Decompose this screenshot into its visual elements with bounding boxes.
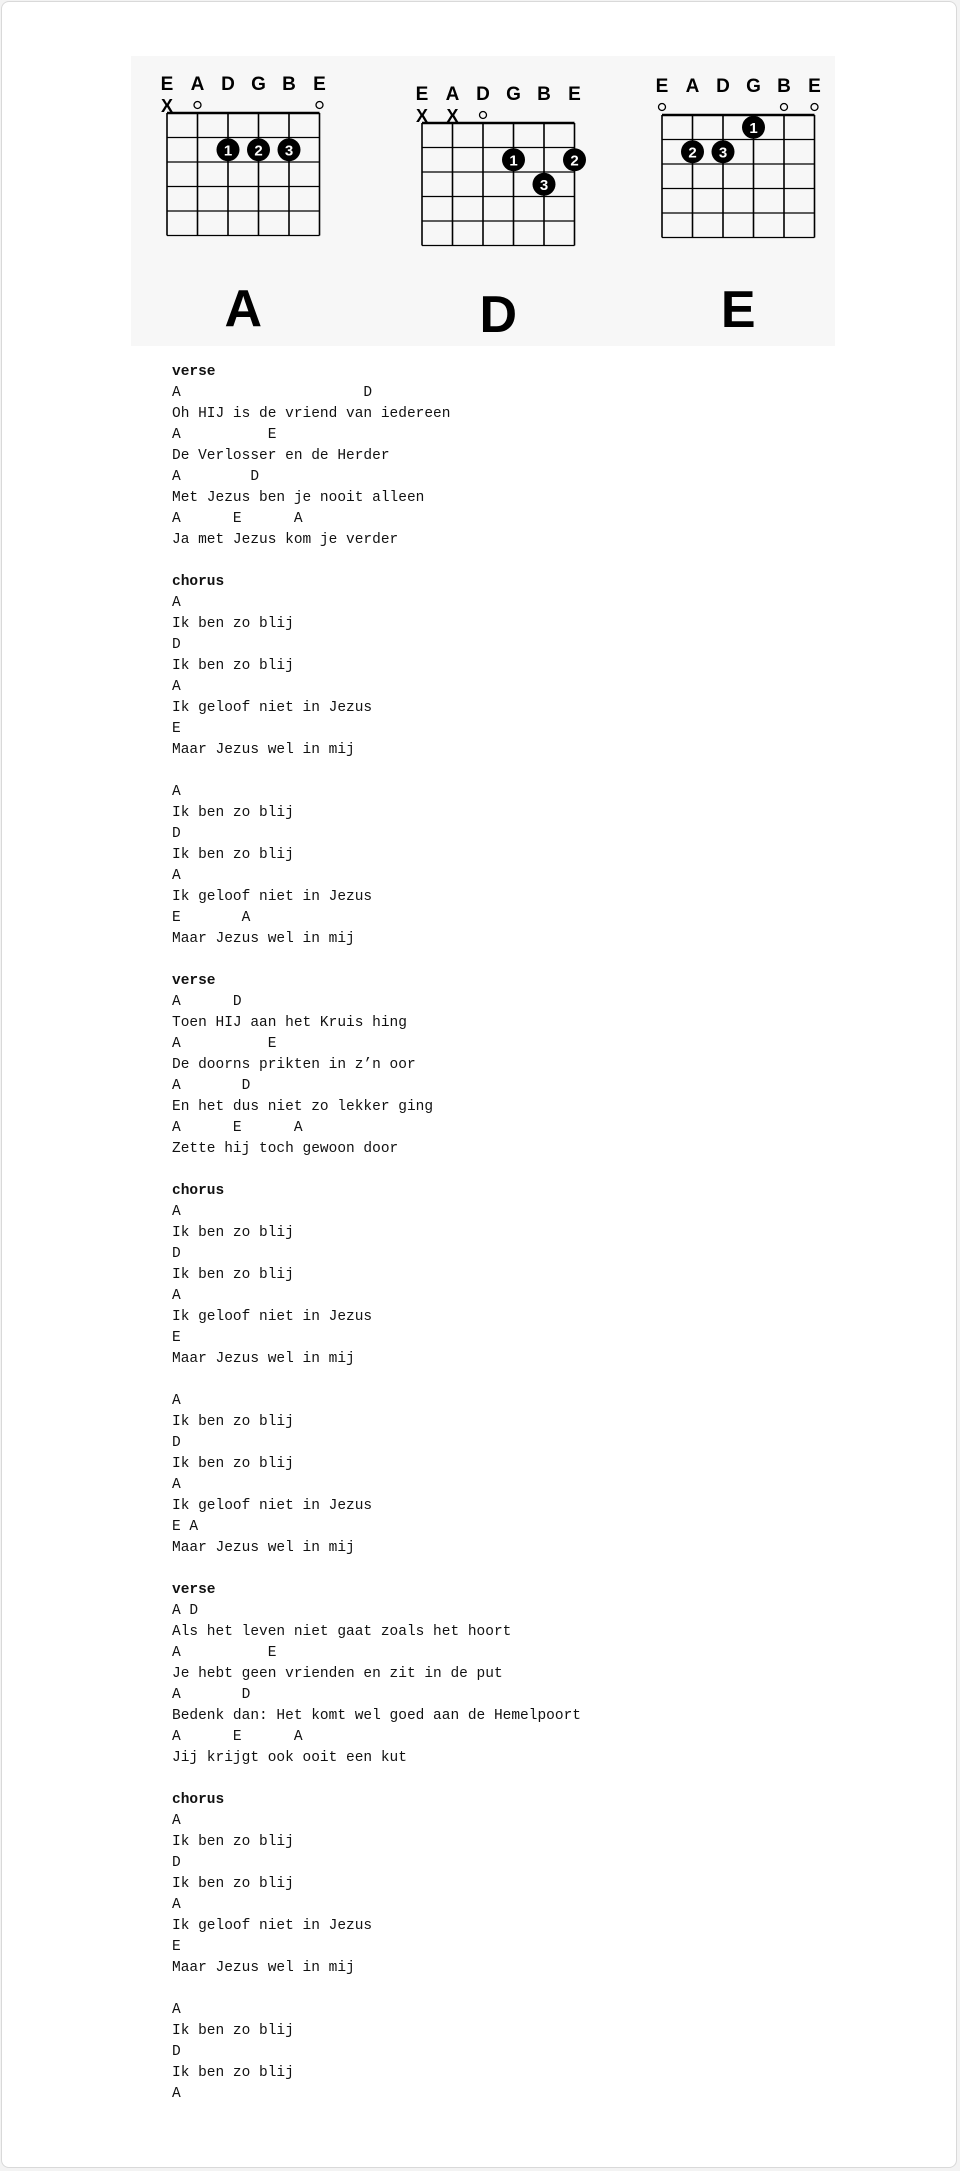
finger-number: 1 [509, 152, 518, 170]
chord-line: A [172, 1288, 181, 1304]
lyric-line: En het dus niet zo lekker ging [172, 1099, 434, 1115]
blank-line [172, 1769, 872, 1790]
lyric-line: Ik geloof niet in Jezus [172, 1918, 373, 1934]
string-name-0: E [160, 74, 174, 95]
open-string-marker [781, 104, 788, 111]
blank-line [172, 761, 872, 782]
chord-line: A [172, 1897, 181, 1913]
chord-line: A [172, 2086, 181, 2102]
chord-line: A D [172, 385, 373, 401]
chord-line: E [172, 721, 181, 737]
string-name-3: G [251, 74, 266, 95]
string-name-0: E [415, 84, 429, 105]
lyric-line: Bedenk dan: Het komt wel goed aan de Hemelpoort [172, 1708, 581, 1724]
lyric-line: Ik ben zo blij [172, 805, 294, 821]
chord-line: A [172, 1477, 181, 1493]
chord-line: A E A [172, 1729, 303, 1745]
chord-line: D [172, 1855, 181, 1871]
open-string-marker [194, 102, 201, 109]
open-string-marker [811, 104, 818, 111]
chord-line: A [172, 2002, 181, 2018]
string-name-2: D [221, 74, 235, 95]
section-heading: chorus [172, 1792, 225, 1808]
open-string-marker [659, 104, 666, 111]
string-name-4: B [537, 84, 551, 105]
lyric-line: Maar Jezus wel in mij [172, 1540, 355, 1556]
string-name-0: E [655, 76, 669, 97]
blank-line [172, 950, 872, 971]
chord-diagram-e [634, 56, 834, 346]
string-name-1: A [445, 84, 460, 105]
finger-number: 2 [570, 152, 579, 170]
chord-line: E [172, 1939, 181, 1955]
lyric-line: Je hebt geen vrienden en zit in de put [172, 1666, 503, 1682]
lyric-line: Ik ben zo blij [172, 847, 294, 863]
lyric-line: Zette hij toch gewoon door [172, 1141, 399, 1157]
chord-line: D [172, 637, 181, 653]
open-string-marker [316, 102, 323, 109]
muted-string-marker: X [446, 106, 459, 126]
chord-line: A [172, 595, 181, 611]
chord-line: A [172, 784, 181, 800]
chord-line: D [172, 1435, 181, 1451]
finger-dot [502, 148, 525, 171]
chord-line: A E [172, 1036, 277, 1052]
string-name-2: D [716, 76, 730, 97]
lyric-line: Maar Jezus wel in mij [172, 1960, 355, 1976]
lyric-line: Ik ben zo blij [172, 2065, 294, 2081]
finger-dot [742, 116, 765, 139]
chord-line: A [172, 679, 181, 695]
string-name-3: G [746, 76, 761, 97]
lyric-line: Oh HIJ is de vriend van iedereen [172, 406, 451, 422]
chord-diagram-a [139, 56, 339, 346]
lyric-line: Ik geloof niet in Jezus [172, 1498, 373, 1514]
blank-line [172, 1370, 872, 1391]
string-name-3: G [506, 84, 521, 105]
finger-dot [681, 140, 704, 163]
lyric-line: Maar Jezus wel in mij [172, 931, 355, 947]
finger-dot [563, 148, 586, 171]
chord-line: E [172, 1330, 181, 1346]
finger-dot [533, 173, 556, 196]
string-name-5: E [313, 74, 326, 95]
section-heading: verse [172, 1582, 216, 1598]
chord-line: E A [172, 1519, 199, 1535]
chord-name-label: A [224, 280, 263, 338]
chord-line: A D [172, 1687, 251, 1703]
finger-number: 3 [284, 142, 294, 160]
finger-number: 3 [539, 176, 549, 194]
blank-line [172, 1979, 872, 2000]
section-heading: verse [172, 364, 216, 380]
finger-dot [712, 140, 735, 163]
lyric-line: Maar Jezus wel in mij [172, 742, 355, 758]
finger-number: 2 [254, 142, 263, 160]
lyric-line: De Verlosser en de Herder [172, 448, 390, 464]
chord-line: A E A [172, 1120, 303, 1136]
chord-line: A D [172, 469, 260, 485]
string-name-2: D [476, 84, 490, 105]
chord-name-label: E [720, 281, 756, 340]
chord-line: A D [172, 1603, 199, 1619]
chord-line: A [172, 1393, 181, 1409]
lyric-line: Maar Jezus wel in mij [172, 1351, 355, 1367]
chord-line: D [172, 826, 181, 842]
finger-dot [247, 138, 270, 161]
lyric-line: Ik geloof niet in Jezus [172, 700, 373, 716]
lyric-line: Ik ben zo blij [172, 1267, 294, 1283]
string-name-5: E [808, 76, 821, 97]
page [1, 1, 957, 2168]
chord-line: A E [172, 1645, 277, 1661]
blank-line [172, 551, 872, 572]
chord-diagram-d [394, 56, 594, 346]
chord-a-svg [139, 56, 339, 346]
lyric-line: Jij krijgt ook ooit een kut [172, 1750, 407, 1766]
chord-diagrams-panel [131, 56, 835, 346]
finger-number: 2 [688, 144, 697, 162]
blank-line [172, 1559, 872, 1580]
chord-line: D [172, 2044, 181, 2060]
lyric-line: De doorns prikten in z’n oor [172, 1057, 416, 1073]
lyric-line: Ik ben zo blij [172, 1225, 294, 1241]
lyric-line: Ik ben zo blij [172, 1876, 294, 1892]
finger-dot [278, 138, 301, 161]
string-name-5: E [568, 84, 581, 105]
chord-line: A [172, 1813, 181, 1829]
chord-e-svg [634, 56, 834, 346]
lyric-line: Ik geloof niet in Jezus [172, 889, 373, 905]
lyric-line: Met Jezus ben je nooit alleen [172, 490, 425, 506]
section-heading: chorus [172, 574, 225, 590]
lyric-line: Ik ben zo blij [172, 1834, 294, 1850]
string-name-1: A [190, 74, 205, 95]
lyric-line: Ik ben zo blij [172, 658, 294, 674]
string-name-1: A [685, 76, 700, 97]
finger-number: 3 [718, 144, 728, 162]
lyric-line: Ik ben zo blij [172, 2023, 294, 2039]
open-string-marker [480, 112, 487, 119]
chord-d-svg [394, 56, 594, 346]
lyric-line: Ja met Jezus kom je verder [172, 532, 399, 548]
chord-line: A E [172, 427, 277, 443]
lyric-line: Toen HIJ aan het Kruis hing [172, 1015, 407, 1031]
chord-line: A [172, 868, 181, 884]
string-name-4: B [282, 74, 296, 95]
muted-string-marker: X [160, 96, 174, 116]
section-heading: chorus [172, 1183, 225, 1199]
finger-number: 1 [223, 142, 233, 160]
finger-dot [217, 138, 240, 161]
section-heading: verse [172, 973, 216, 989]
chord-line: D [172, 1246, 181, 1262]
lyric-line: Ik geloof niet in Jezus [172, 1309, 373, 1325]
chord-name-label: D [479, 286, 518, 344]
muted-string-marker: X [415, 106, 429, 126]
chord-line: A E A [172, 511, 303, 527]
chord-line: E A [172, 910, 251, 926]
lyric-line: Ik ben zo blij [172, 1456, 294, 1472]
chord-line: A [172, 1204, 181, 1220]
lyric-line: Ik ben zo blij [172, 616, 294, 632]
finger-number: 1 [749, 119, 758, 137]
song-lyrics [172, 362, 872, 2105]
blank-line [172, 1160, 872, 1181]
string-name-4: B [777, 76, 791, 97]
lyric-line: Ik ben zo blij [172, 1414, 294, 1430]
chord-line: A D [172, 994, 242, 1010]
lyric-line: Als het leven niet gaat zoals het hoort [172, 1624, 512, 1640]
chord-line: A D [172, 1078, 251, 1094]
